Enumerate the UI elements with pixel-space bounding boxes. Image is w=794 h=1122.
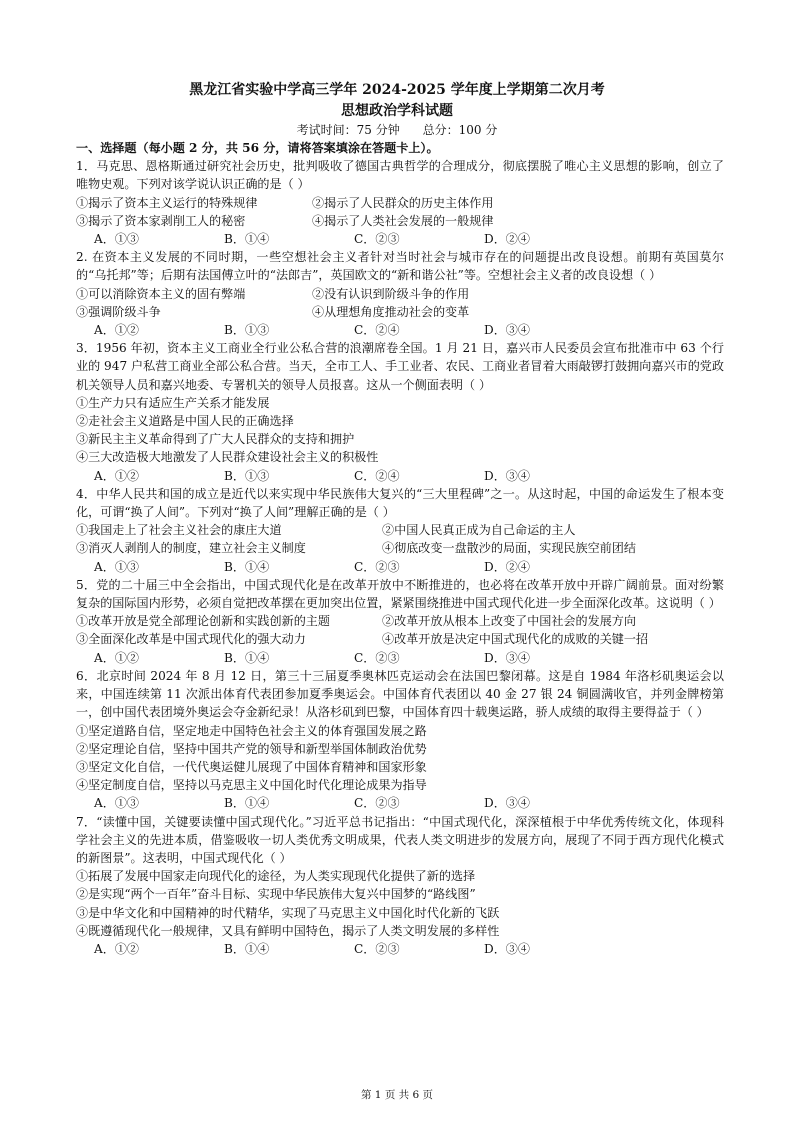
question-stem: 6．北京时间 2024 年 8 月 12 日，第三十三届夏季奥林匹克运动会在法国巴黎闭幕。这是自 1984 年洛杉矶奥运会以来，中国连续第 11 次派出体育代表团参加夏季奥运会。中国体育代表团以 40 金 27 银 24 铜圆满收官，并列金牌榜第一，创中国代表团境外奥运会夺金新纪录！从洛杉矶到巴黎，中国体育四十载奥运路，骄人成绩的取得主要得益于（ ） (76, 668, 724, 720)
choice-b: B．①④ (224, 650, 270, 665)
choice-c: C．②③ (354, 796, 400, 811)
statement-row (76, 303, 724, 321)
answer-choices (76, 558, 724, 576)
statement-4: ④三大改造极大地激发了人民群众建设社会主义的积极性 (76, 450, 379, 465)
question-stem: 7．“读懂中国，关键要读懂中国式现代化。”习近平总书记指出：“中国式现代化，深深植根于中华优秀传统文化，体现科学社会主义的先进本质，借鉴吸收一切人类优秀文明成果，代表人类文明进步的发展方向，展现了不同于西方现代化模式的新图景”。这表明，中国式现代化（ ） (76, 814, 724, 865)
statement-3: ③坚定文化自信，一代代奥运健儿展现了中国体育精神和国家形象 (76, 759, 427, 774)
statement-row (76, 521, 724, 539)
statement-1: ①我国走上了社会主义社会的康庄大道 (76, 523, 282, 538)
statement-4: ④揭示了人类社会发展的一般规律 (312, 213, 494, 228)
choice-d: D．②④ (484, 232, 530, 247)
page-number: 第 1 页 共 6 页 (360, 1089, 434, 1101)
statement-2: ②改革开放从根本上改变了中国社会的发展方向 (382, 614, 636, 629)
statement-2: ②中国人民真正成为自己命运的主人 (382, 523, 576, 538)
question-5 (76, 576, 724, 667)
statement-row (76, 285, 724, 303)
choice-a: A．①② (94, 941, 140, 956)
statement-2: ②揭示了人民群众的历史主体作用 (312, 195, 494, 210)
choice-a: A．①② (94, 468, 140, 483)
choice-a: A．①② (94, 650, 140, 665)
statement-3: ③全面深化改革是中国式现代化的强大动力 (76, 632, 306, 647)
choice-c: C．②④ (354, 323, 400, 338)
exam-title: 黑龙江省实验中学高三学年 2024-2025 学年度上学期第二次月考 (189, 82, 605, 98)
statement-4: ④从理想角度推动社会的变革 (312, 304, 470, 319)
answer-choices (76, 230, 724, 248)
question-stem: 1．马克思、恩格斯通过研究社会历史，批判吸收了德国古典哲学的合理成分，彻底摆脱了唯心主义思想的影响，创立了唯物史观。下列对该学说认识正确的是（ ） (76, 159, 724, 192)
choice-c: C．②③ (354, 559, 400, 574)
choice-b: B．①④ (224, 941, 270, 956)
answer-choices (76, 794, 724, 812)
statement-1: ①揭示了资本主义运行的特殊规律 (76, 195, 258, 210)
question-area (76, 139, 724, 958)
answer-choices (76, 649, 724, 667)
choice-a: A．①③ (94, 232, 140, 247)
question-stem: 2. 在资本主义发展的不同时期，一些空想社会主义者针对当时社会与城市存在的问题提出改良设想。前期有英国莫尔的“乌托邦”等；后期有法国傅立叶的“法郎吉”，英国欧文的“新和谐公社”等。空想社会主义者的改良设想（ ） (76, 250, 724, 283)
statement-4: ④改革开放是决定中国式现代化的成败的关键一招 (382, 632, 649, 647)
choice-c: C．②③ (354, 232, 400, 247)
choice-b: B．①③ (224, 468, 270, 483)
choice-c: C．②③ (354, 650, 400, 665)
statement-row (76, 630, 724, 648)
question-4 (76, 485, 724, 576)
exam-subject-title: 思想政治学科试题 (341, 103, 453, 119)
statement-row (76, 212, 724, 230)
question-stem: 3．1956 年初，资本主义工商业全行业公私合营的浪潮席卷全国。1 月 21 日，嘉兴市人民委员会宣布批准市中 63 个行业的 947 户私营工商业全部公私合营。当天，全市工人、手工业者、农民、工商业者冒着大雨敲锣打鼓拥向嘉兴市的党政机关领导人员和嘉兴地委、专署机关的领导人员报喜。这从一个侧面表明（ ） (76, 341, 724, 392)
choice-b: B．①④ (224, 232, 270, 247)
choice-d: D．②④ (484, 559, 530, 574)
choice-d: D．③④ (484, 941, 530, 956)
choice-a: A．①② (94, 323, 140, 338)
choice-d: D．③④ (484, 796, 530, 811)
statement-1: ①改革开放是党全部理论创新和实践创新的主题 (76, 614, 330, 629)
statement-3: ③强调阶级斗争 (76, 304, 161, 319)
answer-choices (76, 940, 724, 958)
question-6 (76, 667, 724, 813)
question-stem: 4．中华人民共和国的成立是近代以来实现中华民族伟大复兴的“三大里程碑”之一。从这时起，中国的命运发生了根本变化，可谓“换了人间”。下列对“换了人间”理解正确的是（ ） (76, 486, 724, 520)
statement-row (76, 539, 724, 557)
statement-2: ②走社会主义道路是中国人民的正确选择 (76, 414, 294, 429)
statement-3: ③揭示了资本家剥削工人的秘密 (76, 213, 246, 228)
question-stem: 5．党的二十届三中全会指出，中国式现代化是在改革开放中不断推进的，也必将在改革开放中开辟广阔前景。面对纷繁复杂的国际国内形势，必须自觉把改革摆在更加突出位置，紧紧围绕推进中国式现代化进一步全面深化改革。这说明（ ） (76, 577, 724, 611)
statement-3: ③消灭人剥削人的制度，建立社会主义制度 (76, 541, 306, 556)
statement-1: ①拓展了发展中国家走向现代化的途径，为人类实现现代化提供了新的选择 (76, 869, 476, 884)
question-1 (76, 157, 724, 248)
question-7 (76, 813, 724, 959)
statement-2: ②没有认识到阶级斗争的作用 (312, 286, 470, 301)
answer-choices (76, 467, 724, 485)
choice-a: A．①③ (94, 559, 140, 574)
choice-b: B．①③ (224, 323, 270, 338)
question-2 (76, 248, 724, 339)
choice-a: A．①③ (94, 796, 140, 811)
statement-4: ④彻底改变一盘散沙的局面，实现民族空前团结 (382, 541, 636, 556)
statement-2: ②是实现“两个一百年”奋斗目标、实现中华民族伟大复兴中国梦的“路线图” (76, 887, 476, 902)
statement-row (76, 612, 724, 630)
choice-c: C．②③ (354, 941, 400, 956)
question-3 (76, 339, 724, 485)
statement-1: ①生产力只有适应生产关系才能发展 (76, 395, 270, 410)
choice-d: D．③④ (484, 468, 530, 483)
choice-b: B．①④ (224, 796, 270, 811)
statement-4: ④既遵循现代化一般规律，又具有鲜明中国特色，揭示了人类文明发展的多样性 (76, 923, 500, 938)
choice-b: B．①④ (224, 559, 270, 574)
section-heading: 一、选择题（每小题 2 分，共 56 分，请将答案填涂在答题卡上）。 (76, 141, 439, 155)
statement-3: ③是中华文化和中国精神的时代精华，实现了马克思主义中国化时代化新的飞跃 (76, 905, 500, 920)
choice-d: D．③④ (484, 650, 530, 665)
statement-1: ①可以消除资本主义的固有弊端 (76, 286, 246, 301)
statement-2: ②坚定理论自信，坚持中国共产党的领导和新型举国体制政治优势 (76, 741, 427, 756)
statement-3: ③新民主主义革命得到了广大人民群众的支持和拥护 (76, 432, 355, 447)
statement-4: ④坚定制度自信，坚持以马克思主义中国化时代化理论成果为指导 (76, 778, 427, 793)
choice-c: C．②④ (354, 468, 400, 483)
answer-choices (76, 321, 724, 339)
choice-d: D．③④ (484, 323, 530, 338)
exam-time-and-score: 考试时间：75 分钟 总分：100 分 (296, 123, 498, 137)
statement-1: ①坚定道路自信，坚定地走中国特色社会主义的体育强国发展之路 (76, 723, 427, 738)
statement-row (76, 194, 724, 212)
